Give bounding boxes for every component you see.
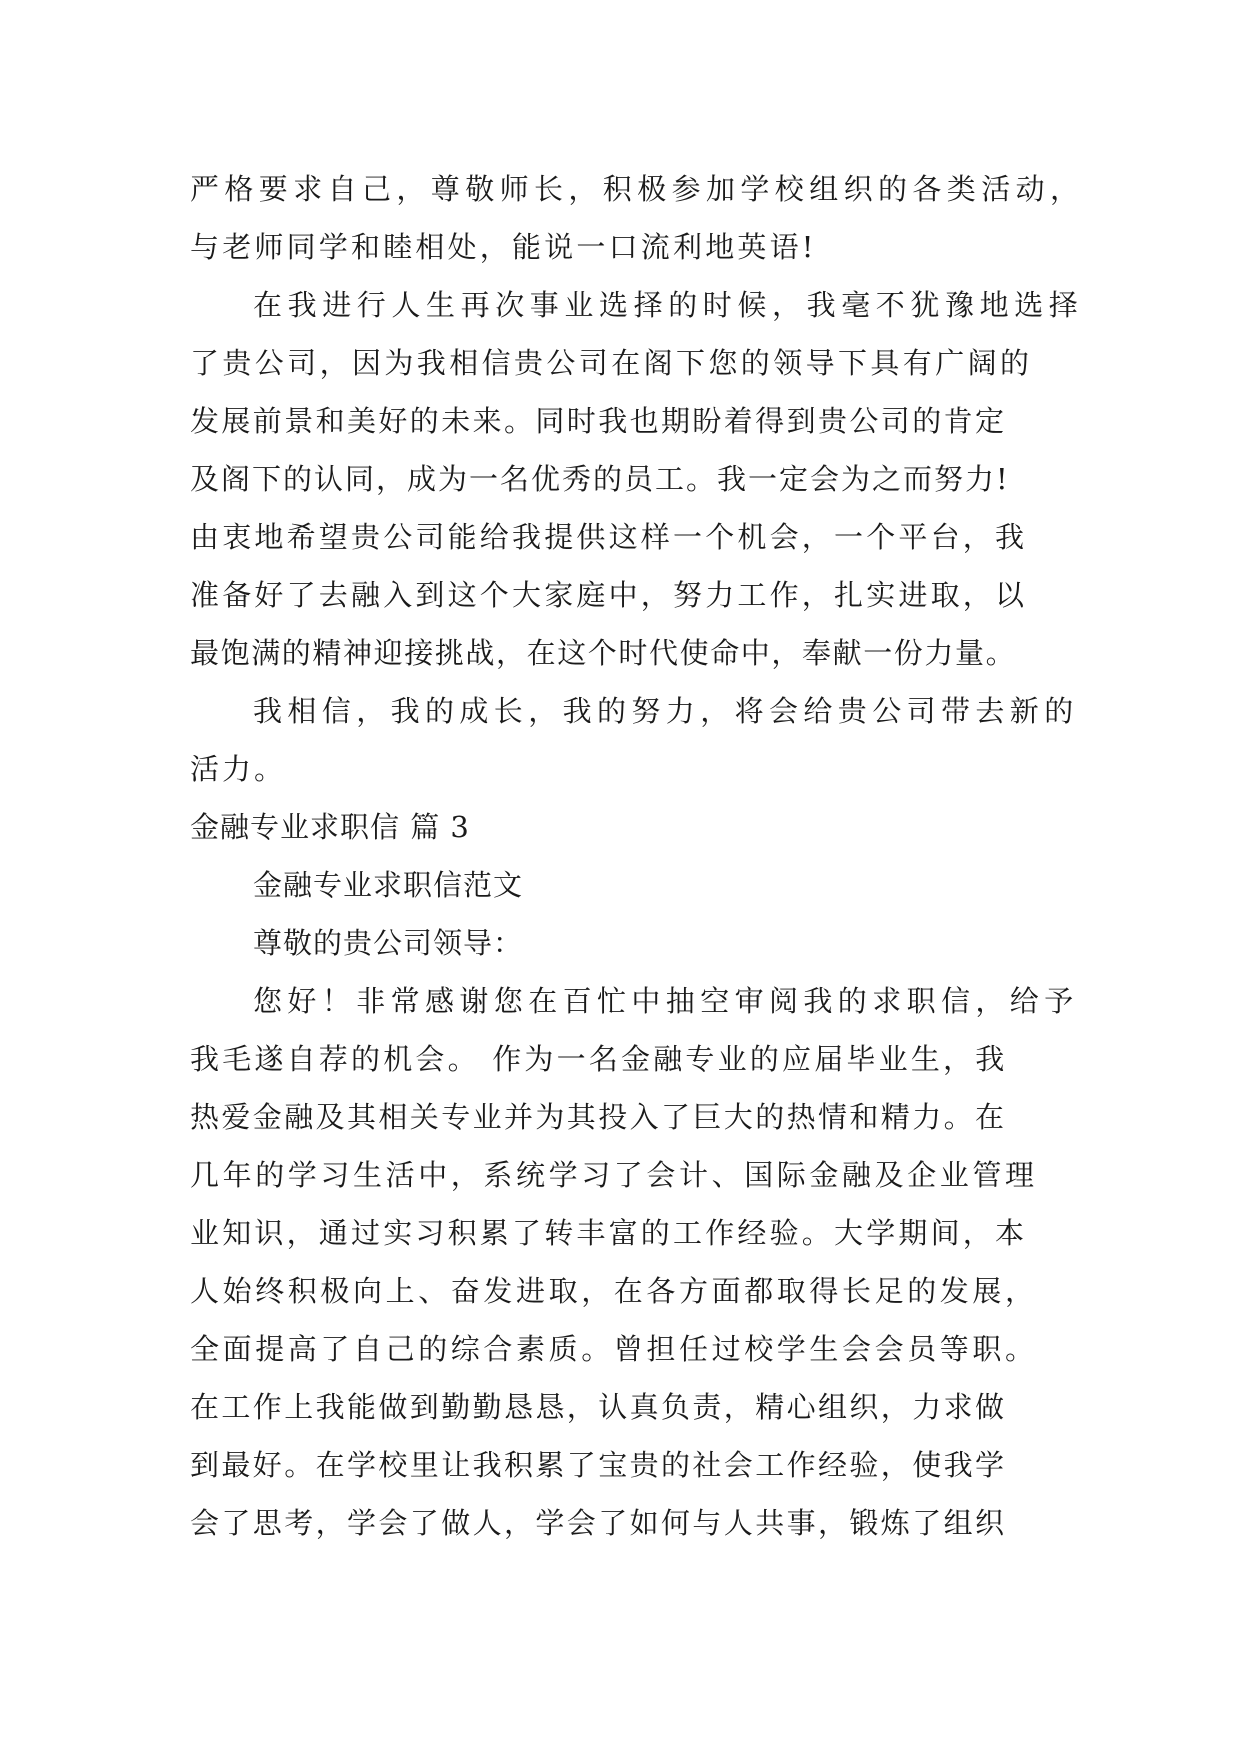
letter-salutation: 尊敬的贵公司领导：: [253, 926, 524, 960]
body-line: 业知识，通过实习积累了转丰富的工作经验。大学期间，本: [190, 1216, 1028, 1250]
body-line: 发展前景和美好的未来。同时我也期盼着得到贵公司的肯定: [190, 404, 1007, 438]
body-line: 人始终积极向上、奋发进取，在各方面都取得长足的发展，: [190, 1274, 1038, 1308]
body-line: 您好！非常感谢您在百忙中抽空审阅我的求职信，给予: [253, 984, 1079, 1018]
body-line: 最饱满的精神迎接挑战，在这个时代使命中，奉献一份力量。: [190, 636, 1017, 670]
body-line: 会了思考，学会了做人，学会了如何与人共事，锻炼了组织: [190, 1506, 1007, 1540]
body-line: 及阁下的认同，成为一名优秀的员工。我一定会为之而努力!: [190, 462, 1010, 496]
body-line: 在工作上我能做到勤勤恳恳，认真负责，精心组织，力求做: [190, 1390, 1007, 1424]
body-line: 在我进行人生再次事业选择的时候，我毫不犹豫地选择: [253, 288, 1084, 322]
body-line: 几年的学习生活中，系统学习了会计、国际金融及企业管理: [190, 1158, 1038, 1192]
body-line: 由衷地希望贵公司能给我提供这样一个机会，一个平台，我: [190, 520, 1028, 554]
section-heading: 金融专业求职信 篇 3: [190, 810, 470, 844]
body-line: 活力。: [190, 752, 287, 786]
body-line: 到最好。在学校里让我积累了宝贵的社会工作经验，使我学: [190, 1448, 1007, 1482]
body-line: 了贵公司，因为我相信贵公司在阁下您的领导下具有广阔的: [190, 346, 1033, 380]
body-line: 我毛遂自荐的机会。 作为一名金融专业的应届毕业生，我: [190, 1042, 1008, 1076]
body-line: 全面提高了自己的综合素质。曾担任过校学生会会员等职。: [190, 1332, 1038, 1366]
body-line: 严格要求自己，尊敬师长，积极参加学校组织的各类活动，: [190, 172, 1085, 206]
body-line: 我相信，我的成长，我的努力，将会给贵公司带去新的: [253, 694, 1079, 728]
body-line: 与老师同学和睦相处，能说一口流利地英语!: [190, 230, 817, 264]
letter-title: 金融专业求职信范文: [253, 868, 524, 902]
body-line: 准备好了去融入到这个大家庭中，努力工作，扎实进取，以: [190, 578, 1028, 612]
body-line: 热爱金融及其相关专业并为其投入了巨大的热情和精力。在: [190, 1100, 1007, 1134]
document-body: [190, 160, 1085, 1552]
